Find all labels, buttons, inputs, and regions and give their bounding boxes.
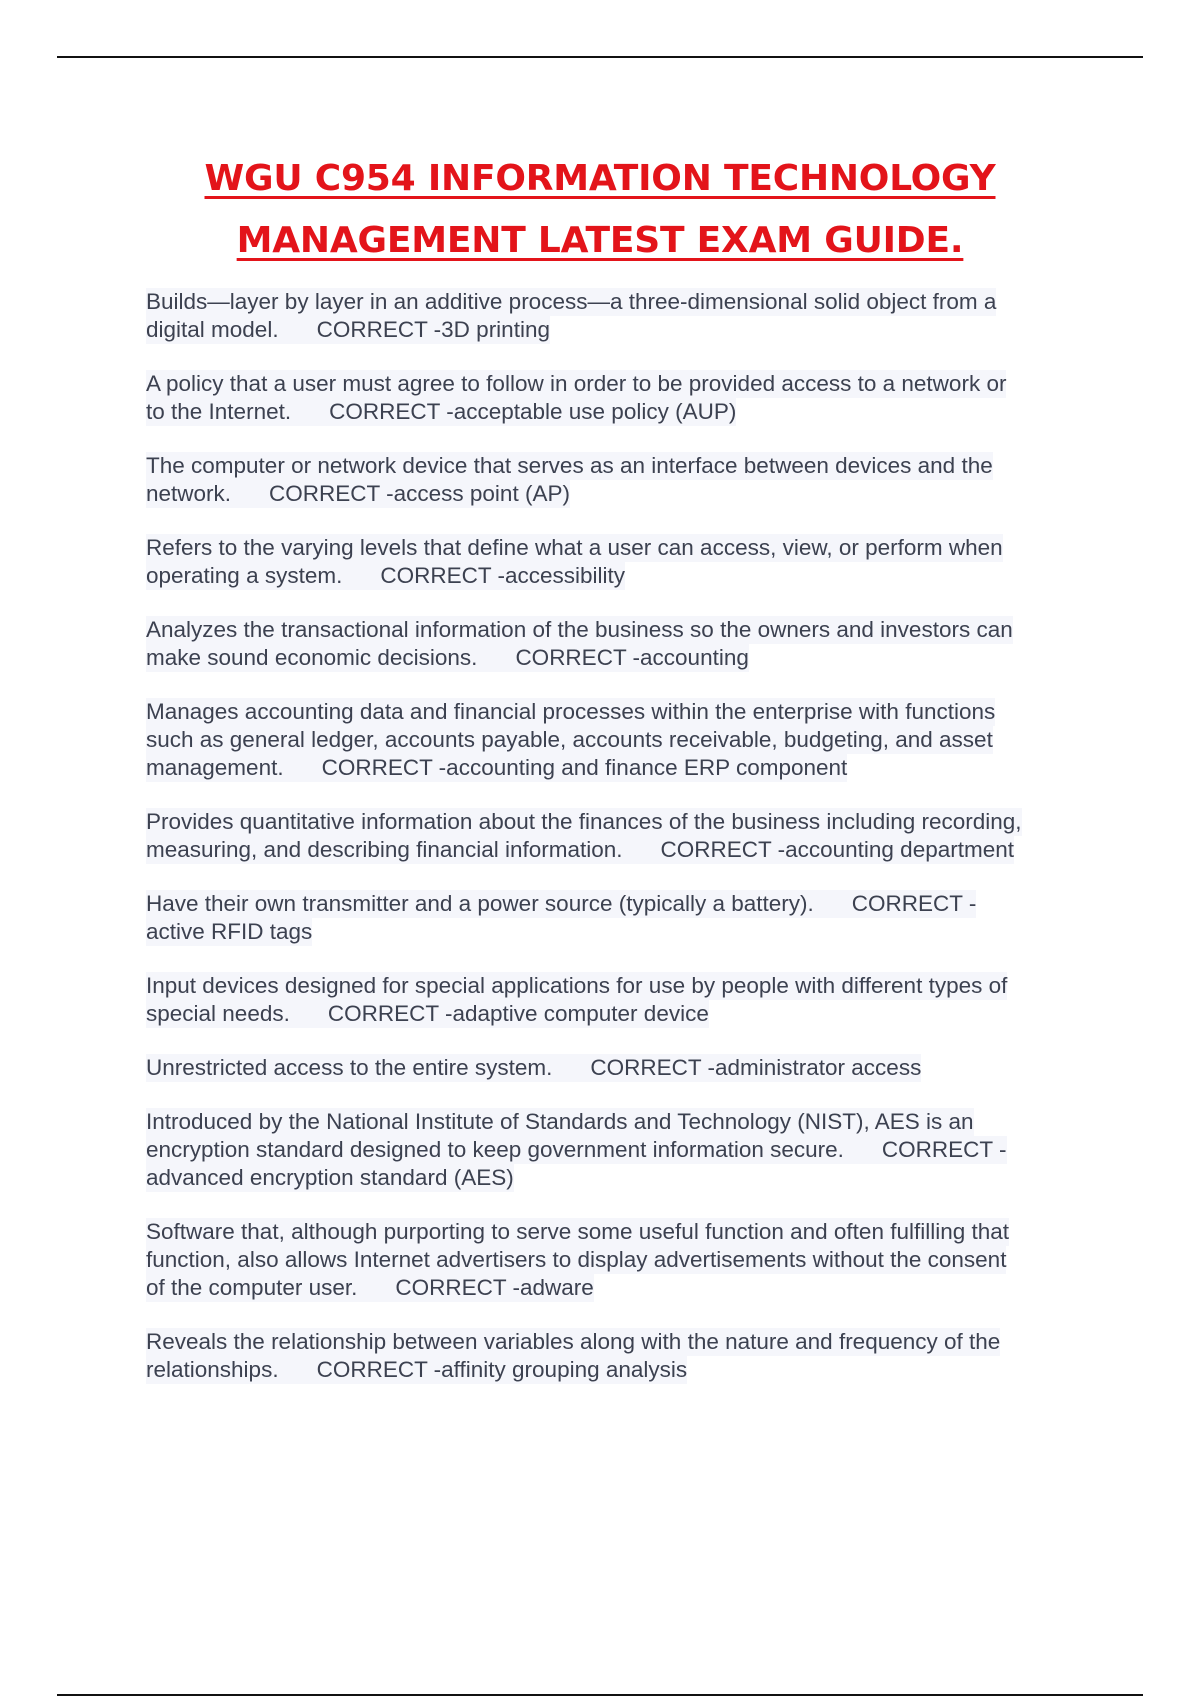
question-text-line: A policy that a user must agree to follow in order to be provided access to a network or (146, 371, 1007, 396)
answer-text: CORRECT -accounting (515, 645, 749, 670)
flashcard-entry (146, 616, 1096, 672)
question-text: make sound economic decisions. (146, 645, 478, 670)
flashcard-entry (146, 698, 1096, 782)
question-text-line: such as general ledger, accounts payable, accounts receivable, budgeting, and asset (146, 727, 993, 752)
question-text: special needs. (146, 1001, 290, 1026)
question-text-line: Builds—layer by layer in an additive process—a three-dimensional solid object from a (146, 289, 997, 314)
answer-text: CORRECT -accessibility (380, 563, 625, 588)
answer-text: CORRECT -accounting and finance ERP component (321, 755, 848, 780)
question-answer-line (146, 398, 736, 426)
answer-text: CORRECT -administrator access (590, 1055, 922, 1080)
flashcard-entry (146, 1218, 1096, 1302)
answer-text: CORRECT -adaptive computer device (327, 1001, 709, 1026)
question-answer-line (146, 890, 976, 918)
question-text: to the Internet. (146, 399, 292, 424)
question-text-line: function, also allows Internet advertisers to display advertisements without the consent (146, 1247, 1007, 1272)
question-answer-line (146, 1054, 921, 1082)
question-text: network. (146, 481, 232, 506)
question-answer-line (146, 316, 550, 344)
flashcard-entry (146, 534, 1096, 590)
question-text: digital model. (146, 317, 279, 342)
question-text-line: Software that, although purporting to serve some useful function and often fulfilling that (146, 1219, 1010, 1244)
question-answer-line (146, 836, 1014, 864)
answer-text-continued: advanced encryption standard (AES) (146, 1165, 514, 1190)
question-answer-line (146, 1000, 709, 1028)
question-text-line: Analyzes the transactional information of the business so the owners and investors can (146, 617, 1013, 642)
question-answer-line (146, 480, 570, 508)
bottom-rule (57, 1694, 1143, 1696)
question-text-line: Reveals the relationship between variables along with the nature and frequency of the (146, 1329, 1001, 1354)
question-answer-line (146, 754, 847, 782)
answer-text-continued: active RFID tags (146, 919, 313, 944)
question-text-line: Provides quantitative information about the finances of the business including recording, (146, 809, 1022, 834)
flashcard-entry (146, 1054, 1096, 1082)
flashcard-entry (146, 890, 1096, 946)
flashcard-entry (146, 370, 1096, 426)
title-line-2: MANAGEMENT LATEST EXAM GUIDE. (236, 220, 964, 261)
question-answer-line (146, 1356, 687, 1384)
question-answer-line (146, 1136, 1007, 1164)
title-line-1: WGU C954 INFORMATION TECHNOLOGY (204, 158, 996, 199)
answer-text: CORRECT -accounting department (660, 837, 1015, 862)
question-answer-line (146, 644, 749, 672)
question-text: operating a system. (146, 563, 343, 588)
question-text-line: Refers to the varying levels that define what a user can access, view, or perform when (146, 535, 1003, 560)
answer-text: CORRECT -acceptable use policy (AUP) (329, 399, 737, 424)
flashcard-entry (146, 808, 1096, 864)
question-text-line: Input devices designed for special applications for use by people with different types of (146, 973, 1008, 998)
question-answer-line (146, 562, 625, 590)
flashcard-entry (146, 288, 1096, 344)
flashcard-entry (146, 1328, 1096, 1384)
top-rule (57, 56, 1143, 58)
document-title (0, 148, 1200, 272)
question-text: Have their own transmitter and a power source (typically a battery). (146, 891, 814, 916)
question-text: encryption standard designed to keep government information secure. (146, 1137, 844, 1162)
question-text-line: Manages accounting data and financial processes within the enterprise with functions (146, 699, 996, 724)
flashcard-entry (146, 972, 1096, 1028)
flashcard-entry (146, 1108, 1096, 1192)
answer-text: CORRECT -access point (AP) (269, 481, 570, 506)
question-text: of the computer user. (146, 1275, 358, 1300)
answer-text: CORRECT -affinity grouping analysis (316, 1357, 688, 1382)
question-text-line: Introduced by the National Institute of Standards and Technology (NIST), AES is an (146, 1109, 974, 1134)
answer-text: CORRECT -adware (395, 1275, 594, 1300)
question-text: measuring, and describing financial information. (146, 837, 623, 862)
question-text: Unrestricted access to the entire system. (146, 1055, 553, 1080)
question-answer-line (146, 1274, 594, 1302)
answer-text: CORRECT -3D printing (316, 317, 550, 342)
question-text: management. (146, 755, 284, 780)
answer-text: CORRECT - (851, 891, 977, 916)
answer-text: CORRECT - (881, 1137, 1007, 1162)
question-text-line: The computer or network device that serves as an interface between devices and the (146, 453, 993, 478)
flashcard-entry (146, 452, 1096, 508)
question-text: relationships. (146, 1357, 279, 1382)
flashcard-list (146, 288, 1096, 1410)
